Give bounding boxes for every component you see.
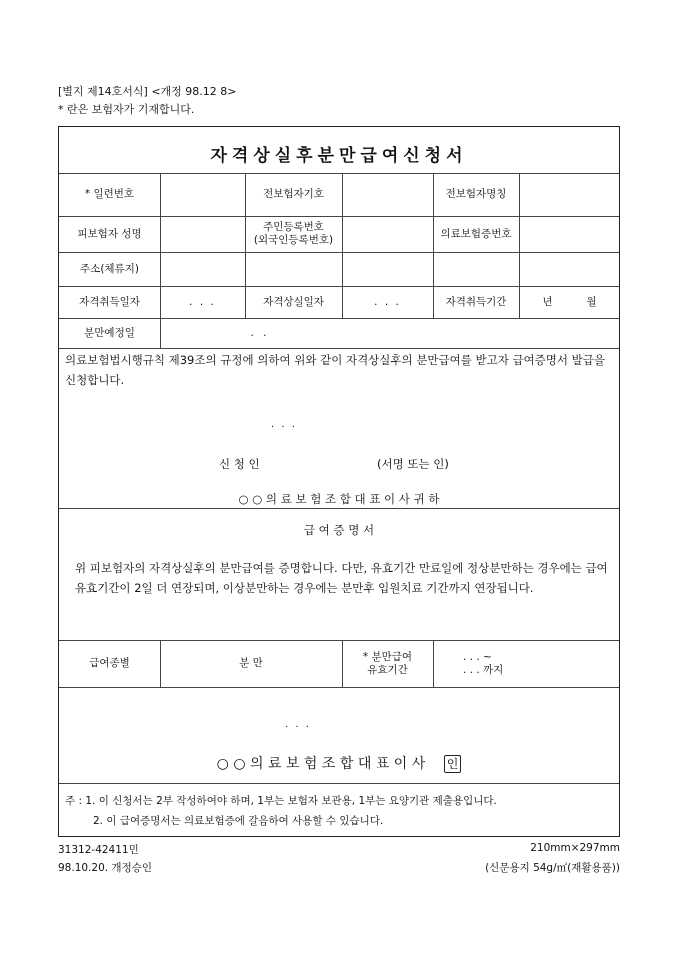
insurance-card-number-field[interactable] xyxy=(519,216,620,252)
lost-date-field[interactable]: . . . xyxy=(374,295,401,308)
serial-number-label: * 일련번호 xyxy=(84,188,135,200)
issuer: ○ ○ 의 료 보 험 조 합 대 표 이 사 xyxy=(216,756,426,772)
acquired-date-field[interactable]: . . . xyxy=(189,295,216,308)
addressee: ○ ○ 의 료 보 험 조 합 대 표 이 사 귀 하 xyxy=(238,492,440,506)
validity-label xyxy=(342,640,433,687)
issuer-line xyxy=(59,754,619,774)
certificate-date[interactable]: . . . xyxy=(285,719,311,730)
resident-number-label-line1: 주민등록번호 xyxy=(263,221,324,233)
benefit-type-value: 분 만 xyxy=(239,657,263,669)
insured-name-label: 피보험자 성명 xyxy=(77,227,142,240)
benefit-type-label: 급여종별 xyxy=(89,657,130,669)
certificate-body: 위 피보험자의 자격상실후의 분만급여를 증명합니다. 다만, 유효기간 만료일에 정상분만하는 경우에는 급여유효기간이 2일 더 연장되며, 이상분만하는 경우에는 분만후 입원치료 기간까지 연장됩니다. xyxy=(75,561,608,595)
note-2: 2. 이 급여증명서는 의료보험증에 갈음하여 사용할 수 있습니다. xyxy=(93,815,384,827)
resident-number-label xyxy=(245,216,342,252)
paper-size: 210mm×297mm xyxy=(530,842,620,854)
header-note: * 란은 보험자가 기재합니다. xyxy=(58,103,195,116)
prev-insurer-code-label: 전보험자기호 xyxy=(263,188,324,200)
certificate-title: 급 여 증 명 서 xyxy=(303,523,375,537)
due-date-label: 분만예정일 xyxy=(84,326,135,339)
validity-period-field[interactable] xyxy=(433,640,620,687)
validity-label-line2: 유효기간 xyxy=(367,663,408,676)
acquired-date-label: 자격취득일자 xyxy=(79,295,140,308)
validity-start: . . . ~ xyxy=(463,650,492,663)
due-date-field[interactable]: . . xyxy=(250,326,270,339)
resident-number-field[interactable] xyxy=(342,216,433,252)
prev-insurer-code-field[interactable] xyxy=(342,173,433,216)
period-month: 월 xyxy=(586,295,597,308)
validity-label-line1: * 분만급여 xyxy=(362,650,413,663)
seal-icon: 인 xyxy=(444,755,462,773)
period-year: 년 xyxy=(542,295,553,308)
application-body: 의료보험법시행규칙 제39조의 규정에 의하여 위와 같이 자격상실후의 분만급여를 받고자 급여증명서 발급을 신청합니다. xyxy=(65,353,605,387)
signature-label: (서명 또는 인) xyxy=(377,457,449,471)
period-label: 자격취득기간 xyxy=(445,295,507,308)
application-form xyxy=(58,126,620,837)
address-label: 주소(체류지) xyxy=(80,262,139,275)
insured-name-field[interactable] xyxy=(160,216,245,252)
insurance-card-number-label: 의료보험증번호 xyxy=(440,227,512,240)
prev-insurer-name-label: 전보험자명칭 xyxy=(445,188,507,200)
note-1: 주 : 1. 이 신청서는 2부 작성하여야 하며, 1부는 보험자 보관용, 1부는 요양기관 제출용입니다. xyxy=(65,795,497,807)
applicant-label: 신 청 인 xyxy=(219,457,260,471)
resident-number-label-line2: (외국인등록번호) xyxy=(253,234,334,246)
paper-spec: (신문용지 54g/㎡(재활용품)) xyxy=(485,862,620,874)
lost-date-label: 자격상실일자 xyxy=(263,295,324,308)
validity-end: . . . 까지 xyxy=(463,663,504,676)
period-field[interactable] xyxy=(519,286,620,318)
form-title: 자격상실후분만급여신청서 xyxy=(210,146,468,166)
form-code: 31312-42411민 xyxy=(58,844,139,856)
prev-insurer-name-field[interactable] xyxy=(519,173,620,216)
application-date[interactable]: . . . xyxy=(271,419,297,430)
approval-date: 98.10.20. 개정승인 xyxy=(58,862,153,874)
serial-number-field[interactable] xyxy=(160,173,245,216)
form-number: [별지 제14호서식] <개정 98.12 8> xyxy=(58,85,237,98)
